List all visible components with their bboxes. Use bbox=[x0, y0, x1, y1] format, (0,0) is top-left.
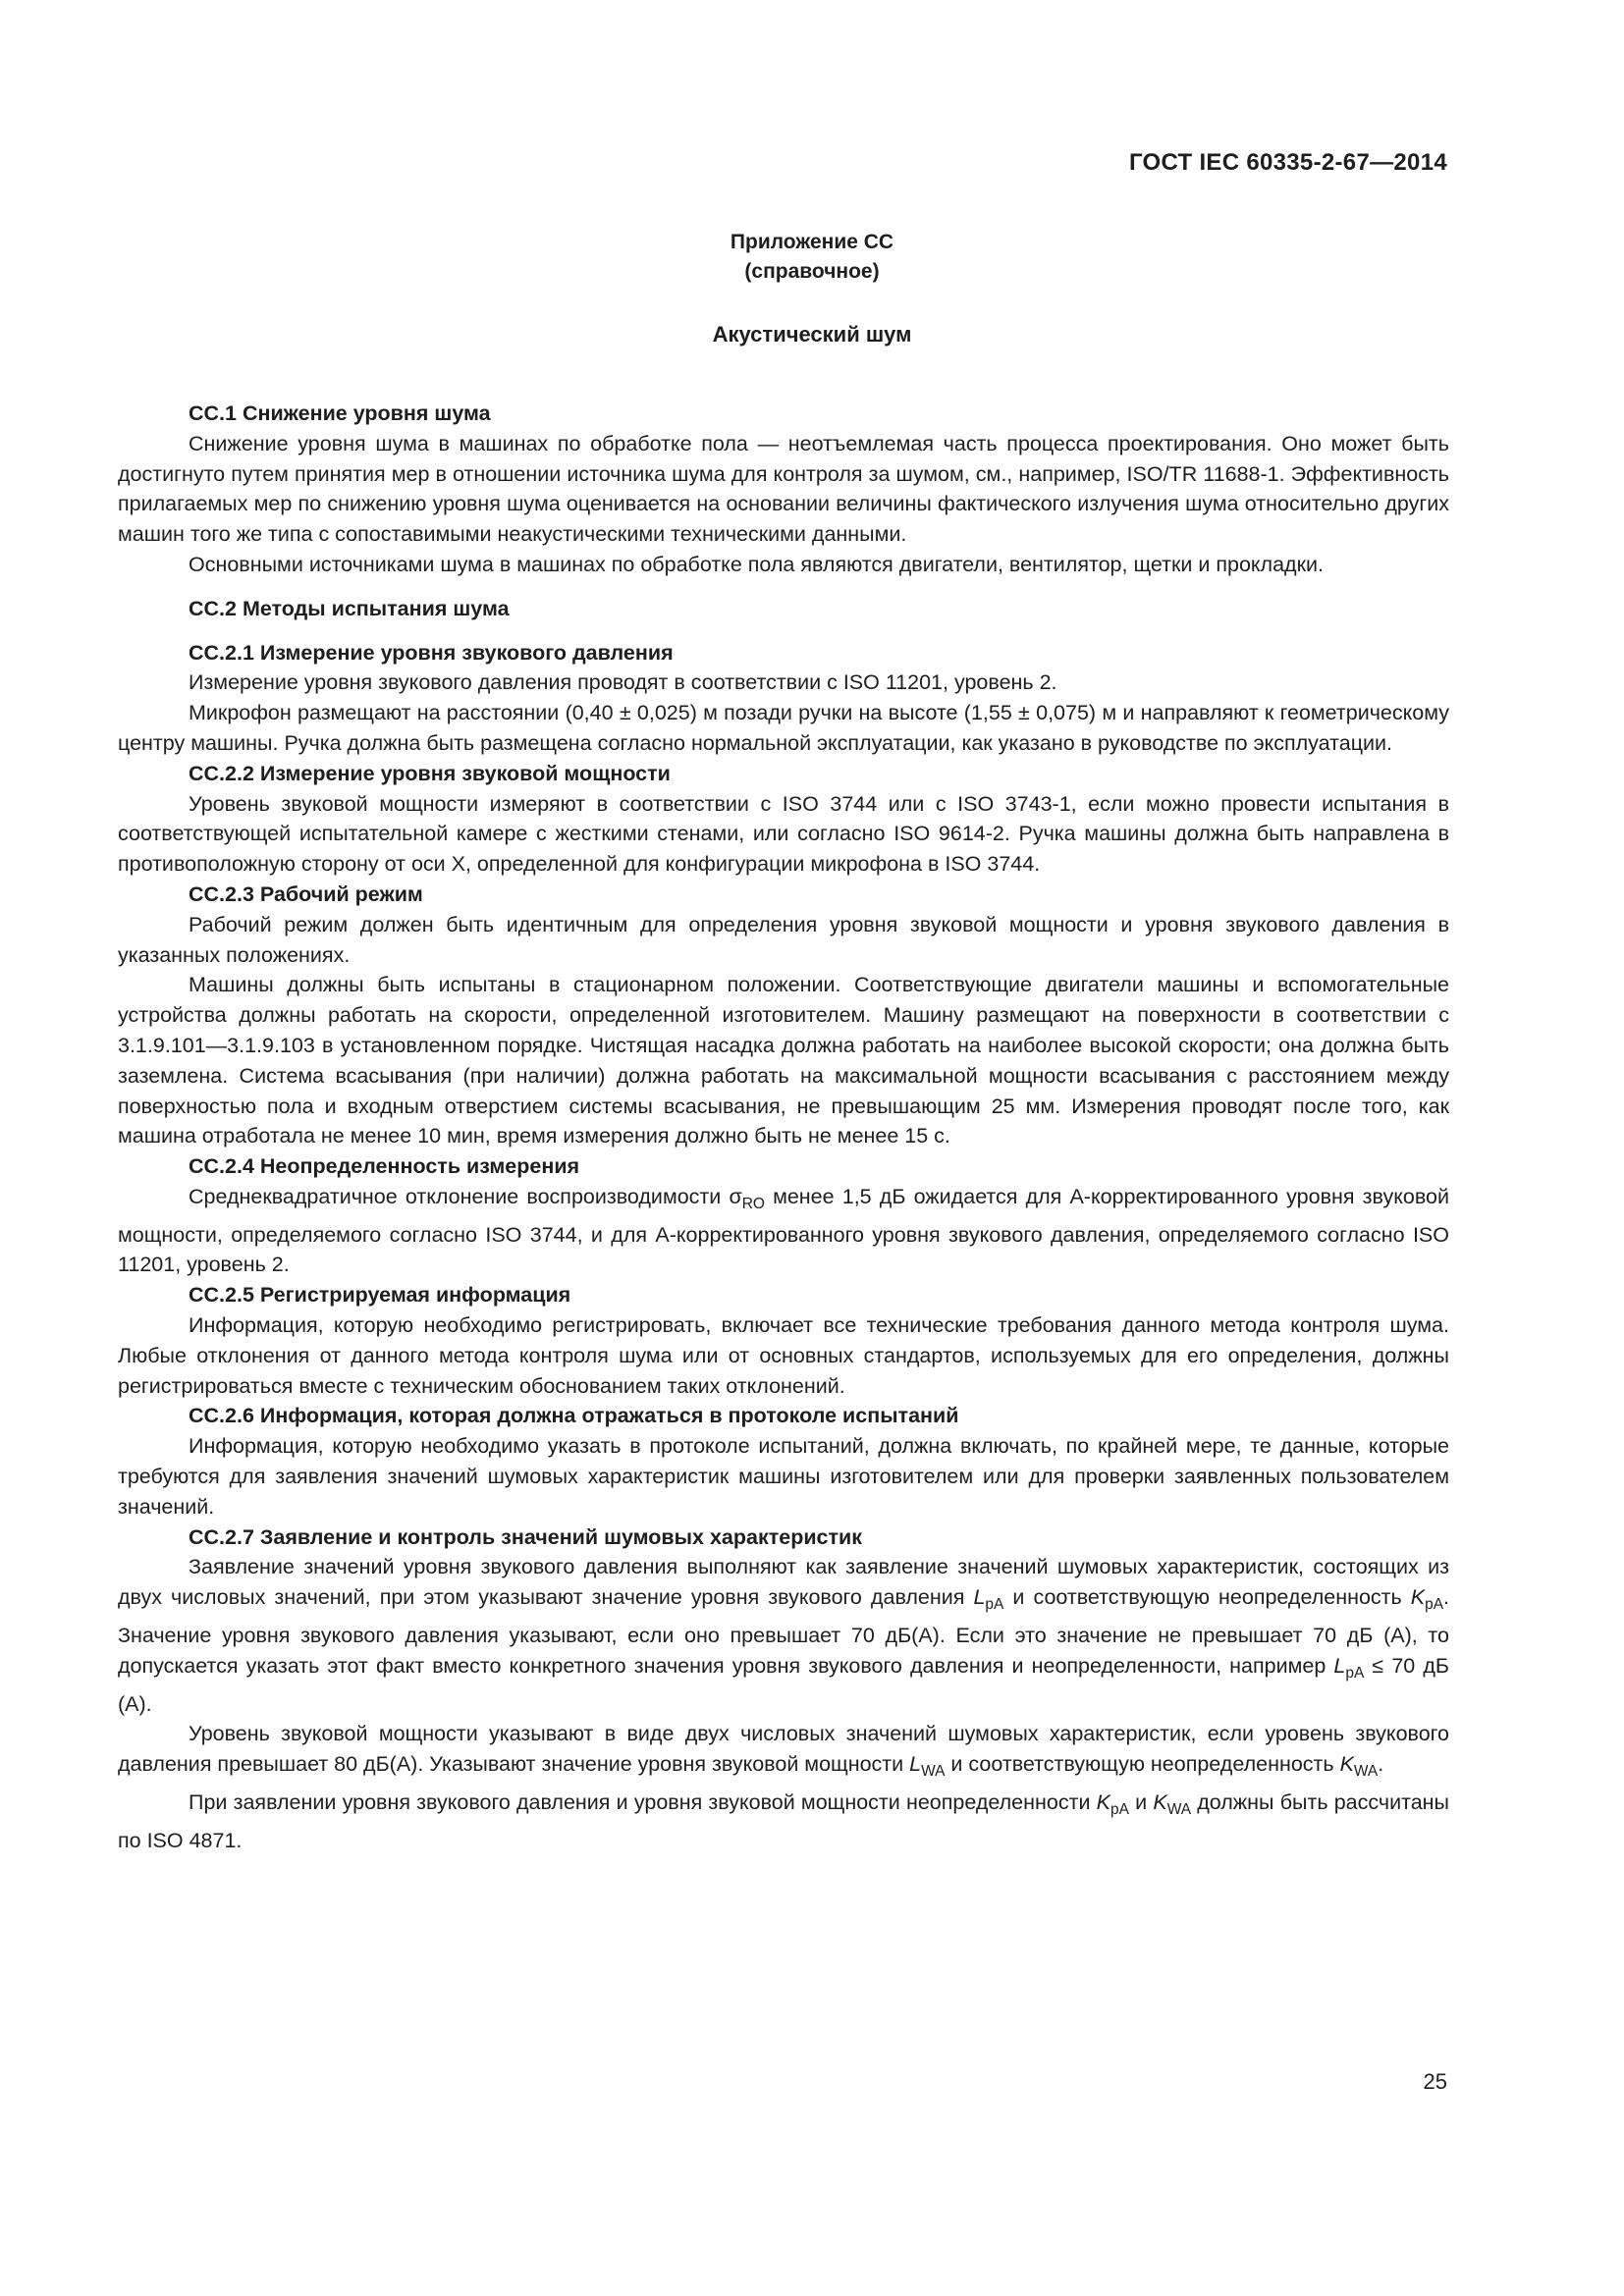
subscript: RO bbox=[741, 1195, 765, 1212]
paragraph: Основными источниками шума в машинах по обработке пола являются двигатели, вентилятор, щетки и прокладки. bbox=[189, 552, 1324, 576]
section-heading-cc25: СС.2.5 Регистрируемая информация bbox=[189, 1283, 571, 1308]
text-run: При заявлении уровня звукового давления и уровня звуковой мощности неопределенности bbox=[189, 1789, 1097, 1814]
sigma-symbol: σ bbox=[729, 1184, 742, 1208]
page-number: 25 bbox=[1423, 2069, 1447, 2094]
subscript: WA bbox=[1353, 1763, 1379, 1781]
text-run: и bbox=[1128, 1789, 1154, 1814]
text-run: и соответствующую неопределенность bbox=[1003, 1585, 1411, 1610]
paragraph bbox=[118, 1182, 1449, 1280]
text-run: и соответствующую неопределенность bbox=[945, 1752, 1340, 1777]
paragraph: Измерение уровня звукового давления проводят в соответствии с ISO 11201, уровень 2. bbox=[189, 670, 1057, 695]
paragraph: Уровень звуковой мощности измеряют в соответствии с ISO 3744 или с ISO 3743-1, если можно провести испытания в соответствующей испытательной камере с жесткими стенами, или согласно ISO 9614-2. Ручка машины должна быть направлена в противоположную сторону от оси X, определенной для конфигурации микрофона в ISO 3744. bbox=[118, 791, 1449, 877]
symbol-l: L bbox=[973, 1585, 986, 1610]
symbol-k: K bbox=[1096, 1789, 1110, 1814]
text-run: Уровень звуковой мощности указывают в виде двух числовых значений шумовых характеристик, если уровень звукового давления превышает 80 дБ(А). Указывают значение уровня звуковой мощности bbox=[118, 1722, 1449, 1777]
section-heading-cc22: СС.2.2 Измерение уровня звуковой мощности bbox=[189, 761, 671, 785]
subscript: pA bbox=[1425, 1596, 1444, 1614]
annex-heading bbox=[0, 228, 1624, 287]
text-run: ≤ 70 дБ (А). bbox=[118, 1653, 1449, 1716]
paragraph: Снижение уровня шума в машинах по обработке пола — неотъемлемая часть процесса проектирования. Оно может быть достигнуто путем принятия мер в отношении источника шума для контроля за шумом, см., например, ISO/TR 11688-1. Эффективность прилагаемых мер по снижению уровня шума оценивается на основании величины фактического излучения шума относительно других машин того же типа с сопоставимыми неакустическими техническими данными. bbox=[118, 431, 1449, 547]
text-run: . Значение уровня звукового давления указывают, если оно превышает 70 дБ(А). Если это значение не превышает 70 дБ (А), то допускается указать этот факт вместо конкретного значения уровня звукового давления и неопределенности, например bbox=[118, 1585, 1449, 1678]
page-title: Акустический шум bbox=[712, 322, 912, 347]
section-heading-cc27: СС.2.7 Заявление и контроль значений шумовых характеристик bbox=[189, 1524, 863, 1549]
document-body bbox=[118, 399, 1449, 1855]
subscript: pA bbox=[1345, 1664, 1365, 1682]
paragraph: Информация, которую необходимо указать в протоколе испытаний, должна включать, по крайней мере, те данные, которые требуются для заявления значений шумовых характеристик машины изготовителем или для проверки заявленных пользователем значений. bbox=[118, 1434, 1449, 1519]
annex-title: Приложение СС bbox=[730, 231, 894, 253]
section-heading-cc1: СС.1 Снижение уровня шума bbox=[189, 401, 491, 425]
symbol-k: K bbox=[1339, 1752, 1354, 1777]
text-run: менее 1,5 дБ ожидается для А-корректированного уровня звуковой мощности, определяемого согласно ISO 3744, и для А-корректированного уровня звукового давления, определяемого согласно ISO 11201, уровень 2. bbox=[118, 1184, 1449, 1277]
paragraph bbox=[118, 1719, 1449, 1788]
section-heading-cc26: СС.2.6 Информация, которая должна отражаться в протоколе испытаний bbox=[189, 1404, 959, 1428]
text-run: Заявление значений уровня звукового давления выполняют как заявление значений шумовых характеристик, состоящих из двух числовых значений, при этом указывают значение уровня звукового давления bbox=[118, 1555, 1449, 1610]
section-heading-cc24: СС.2.4 Неопределенность измерения bbox=[189, 1154, 580, 1179]
subscript: pA bbox=[1110, 1800, 1129, 1818]
symbol-l: L bbox=[1333, 1653, 1346, 1678]
paragraph bbox=[118, 1788, 1449, 1856]
symbol-k: K bbox=[1410, 1585, 1426, 1610]
paragraph: Микрофон размещают на расстоянии (0,40 ± 0,025) м позади ручки на высоте (1,55 ± 0,075) м и направляют к геометрическому центру машины. Ручка должна быть размещена согласно нормальной эксплуатации, как указано в руководстве по эксплуатации. bbox=[118, 701, 1449, 755]
text-run: . bbox=[1378, 1752, 1384, 1777]
subscript: WA bbox=[1166, 1800, 1192, 1818]
subscript: pA bbox=[985, 1596, 1004, 1614]
symbol-l: L bbox=[909, 1752, 922, 1777]
text-run: должны быть рассчитаны по ISO 4871. bbox=[118, 1789, 1450, 1852]
text-run: Среднеквадратичное отклонение воспроизводимости bbox=[189, 1184, 730, 1208]
paragraph: Рабочий режим должен быть идентичным для определения уровня звуковой мощности и уровня звукового давления в указанных положениях. bbox=[118, 912, 1449, 967]
document-code: ГОСТ IEC 60335-2-67—2014 bbox=[1128, 149, 1447, 176]
section-heading-cc2: СС.2 Методы испытания шума bbox=[189, 596, 510, 620]
subscript: WA bbox=[921, 1763, 946, 1781]
symbol-k: K bbox=[1153, 1789, 1167, 1814]
paragraph: Машины должны быть испытаны в стационарном положении. Соответствующие двигатели машины и вспомогательные устройства должны работать на скорости, определенной изготовителем. Машину размещают на поверхности в соответствии с 3.1.9.101—3.1.9.103 в установленном порядке. Чистящая насадка должна работать на наиболее высокой скорости; она должна быть заземлена. Система всасывания (при наличии) должна работать на максимальной мощности всасывания с расстоянием между поверхностью пола и входным отверстием системы всасывания, не превышающим 25 мм. Измерения проводят после того, как машина отработала не менее 10 мин, время измерения должно быть не менее 15 с. bbox=[118, 973, 1449, 1148]
paragraph: Информация, которую необходимо регистрировать, включает все технические требования данного метода контроля шума. Любые отклонения от данного метода контроля шума или от основных стандартов, используемых для его определения, должны регистрироваться вместе с техническим обоснованием таких отклонений. bbox=[118, 1313, 1449, 1398]
paragraph bbox=[118, 1552, 1449, 1719]
annex-type: (справочное) bbox=[744, 260, 880, 283]
section-heading-cc23: СС.2.3 Рабочий режим bbox=[189, 881, 423, 906]
section-heading-cc21: СС.2.1 Измерение уровня звукового давления bbox=[189, 640, 674, 665]
